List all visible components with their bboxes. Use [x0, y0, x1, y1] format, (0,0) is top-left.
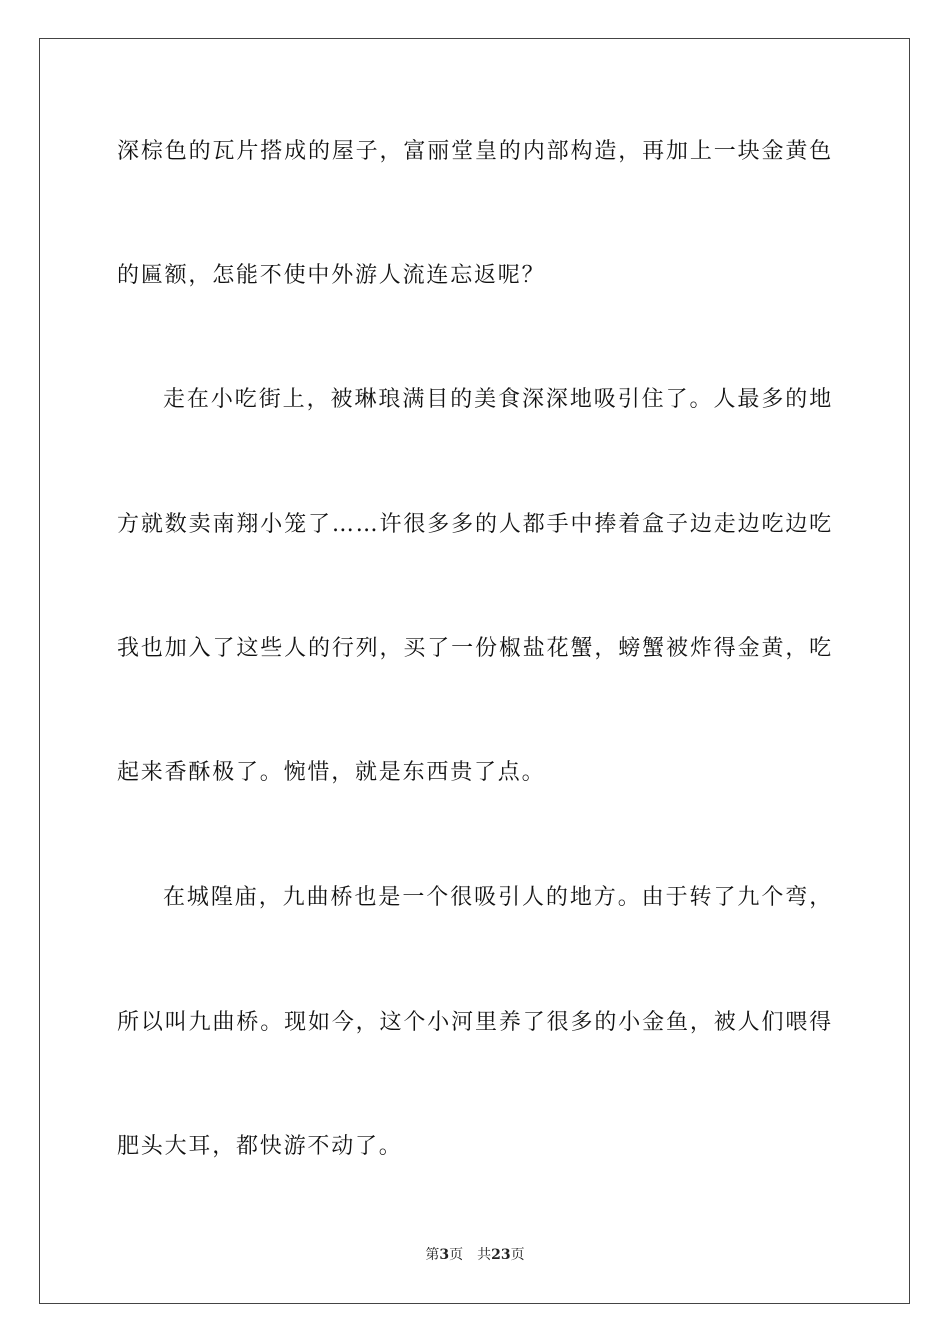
page-border: [39, 38, 910, 1304]
total-prefix: 共: [477, 1247, 492, 1263]
text-line: 我也加入了这些人的行列，买了一份椒盐花蟹，螃蟹被炸得金黄，吃: [117, 636, 833, 661]
total-suffix: 页: [510, 1247, 525, 1263]
page-footer: [0, 1246, 950, 1264]
text-line: 肥头大耳，都快游不动了。: [117, 1134, 403, 1159]
text-line: 起来香酥极了。惋惜，就是东西贵了点。: [117, 760, 546, 785]
total-pages: 23: [491, 1247, 511, 1263]
text-line: 的匾额，怎能不使中外游人流连忘返呢？: [117, 263, 546, 288]
text-line: 在城隍庙，九曲桥也是一个很吸引人的地方。由于转了九个弯，: [163, 885, 833, 910]
page-suffix: 页: [449, 1247, 464, 1263]
page-number: 3: [439, 1247, 450, 1263]
text-line: 走在小吃街上，被琳琅满目的美食深深地吸引住了。人最多的地: [163, 387, 833, 412]
text-line: 深棕色的瓦片搭成的屋子，富丽堂皇的内部构造，再加上一块金黄色: [117, 139, 833, 164]
page-prefix: 第: [425, 1247, 440, 1263]
text-line: 方就数卖南翔小笼了……许很多多的人都手中捧着盒子边走边吃边吃: [117, 512, 833, 537]
text-line: 所以叫九曲桥。现如今，这个小河里养了很多的小金鱼，被人们喂得: [117, 1010, 833, 1035]
